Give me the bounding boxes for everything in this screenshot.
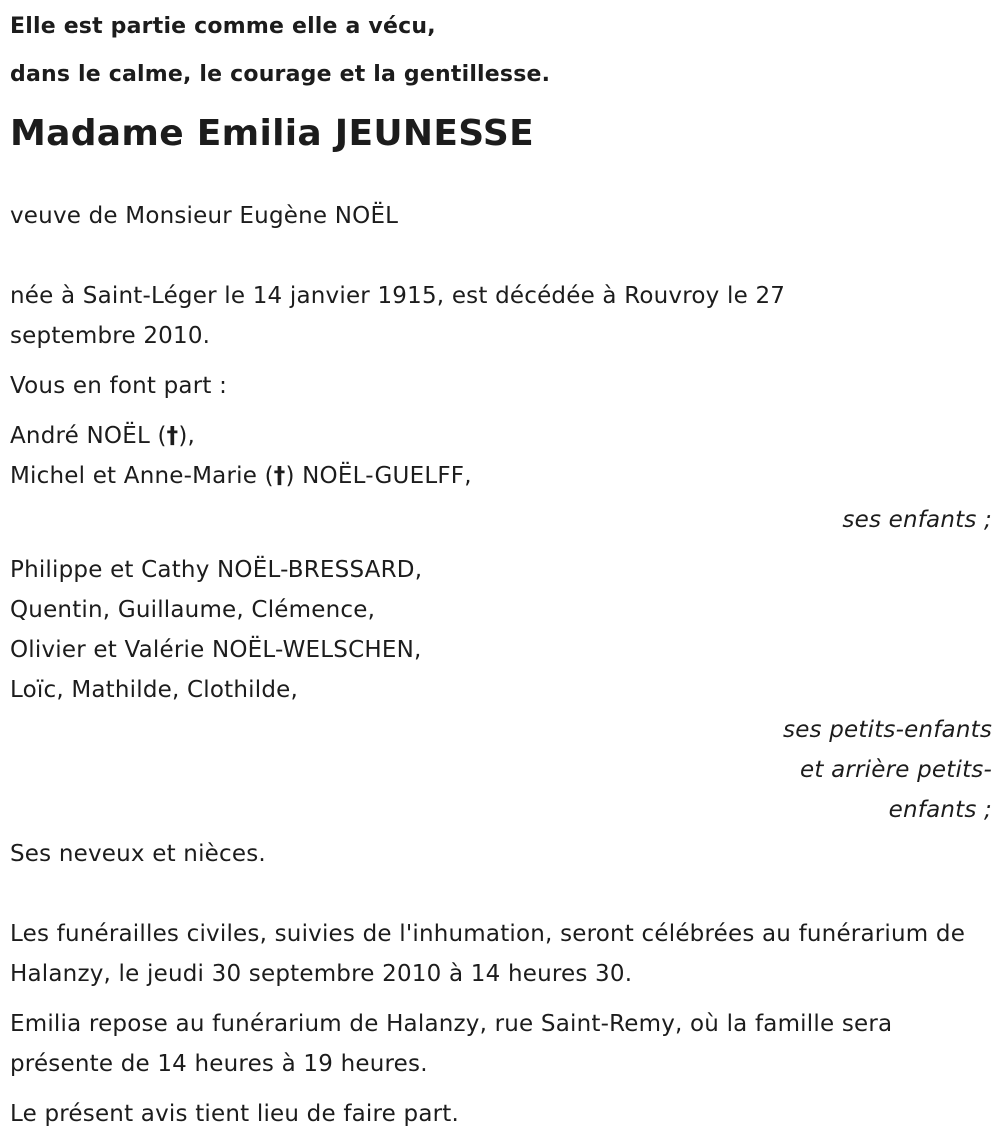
grandchildren-role-line-1: ses petits-enfants <box>783 717 992 743</box>
cross-icon: † <box>273 463 286 489</box>
grandchildren-role-line-2: et arrière petits- <box>799 757 992 783</box>
obituary-notice <box>10 0 992 1134</box>
deceased-name: Madame Emilia JEUNESSE <box>10 113 534 154</box>
birth-death-paragraph: née à Saint-Léger le 14 janvier 1915, est décédée à Rouvroy le 27 septembre 2010. <box>10 283 786 349</box>
child-entry-1 <box>10 416 992 456</box>
visitation-paragraph: Emilia repose au funérarium de Halanzy, rue Saint-Remy, où la famille sera présente de 14 heures à 19 heures. <box>10 1011 893 1077</box>
grandchildren-list <box>10 550 992 710</box>
child-entry-2 <box>10 456 992 496</box>
children-list <box>10 416 992 496</box>
notice-line: Le présent avis tient lieu de faire part. <box>10 1101 460 1127</box>
funeral-paragraph: Les funérailles civiles, suivies de l'inhumation, seront célébrées au funérarium de Halanzy, le jeudi 30 septembre 2010 à 14 heures 30. <box>10 921 966 987</box>
announcement-intro: Vous en font part : <box>10 373 228 399</box>
widow-of-line: veuve de Monsieur Eugène NOËL <box>10 203 399 229</box>
child-1-suffix: ), <box>178 423 196 449</box>
children-role-label: ses enfants ; <box>842 507 992 533</box>
nephews-nieces-line: Ses neveux et nièces. <box>10 841 266 867</box>
child-2-name: Michel et Anne-Marie ( <box>10 463 274 489</box>
grandchildren-role-line-3: enfants ; <box>888 797 992 823</box>
grandchild-entry: Loïc, Mathilde, Clothilde, <box>10 677 298 703</box>
epitaph <box>10 3 992 99</box>
epitaph-line-1: Elle est partie comme elle a vécu, <box>10 14 436 39</box>
grandchild-entry: Philippe et Cathy NOËL-BRESSARD, <box>10 557 423 583</box>
grandchild-entry: Quentin, Guillaume, Clémence, <box>10 597 376 623</box>
grandchild-entry: Olivier et Valérie NOËL-WELSCHEN, <box>10 637 422 663</box>
cross-icon: † <box>166 423 179 449</box>
grandchildren-role-label <box>752 710 992 830</box>
child-1-name: André NOËL ( <box>10 423 167 449</box>
epitaph-line-2: dans le calme, le courage et la gentillesse. <box>10 62 551 87</box>
child-2-suffix: ) NOËL-GUELFF, <box>285 463 472 489</box>
